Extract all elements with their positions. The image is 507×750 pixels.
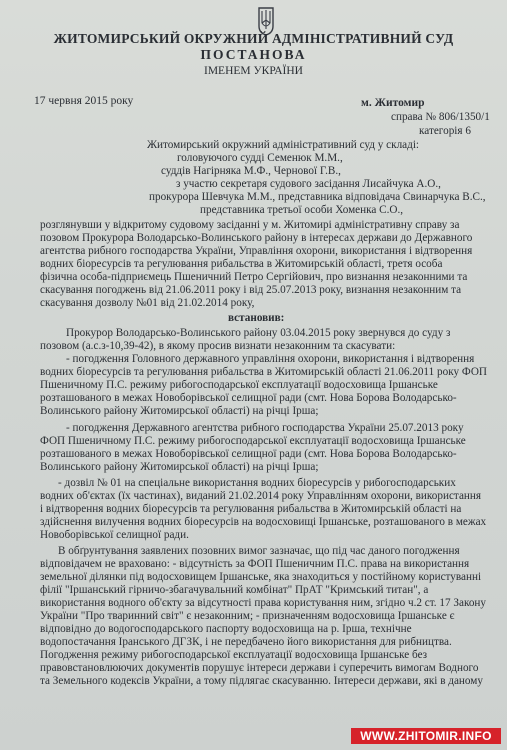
- text-line: України "Про тваринний світ" є незаконним; - призначенням водосховища Іршанське є: [40, 610, 455, 622]
- court-name: ЖИТОМИРСЬКИЙ ОКРУЖНИЙ АДМІНІСТРАТИВНИЙ СУД: [53, 31, 454, 46]
- text-line: В обґрунтування заявлених позовних вимог зазначає, що під час даного погодження: [58, 545, 460, 557]
- text-line: фізична особа-підприємець Пшеничний Петро Сергійович, про визнання незаконними та: [40, 271, 468, 283]
- text-line: - погодження Державного агентства рибного господарства України 25.07.2013 року: [66, 422, 464, 434]
- text-line: агентства рибного господарства України, Управління охорони, використання і відтворення: [40, 245, 473, 257]
- text-line: з участю секретаря судового засідання Лисайчука А.О.,: [176, 178, 441, 190]
- text-line: та Земельного кодексів України, а тому підлягає скасуванню. Інтереси держави, які в даному: [40, 675, 483, 687]
- text-line: суддів Нагірняка М.Ф., Чернової Г.В.,: [161, 165, 341, 177]
- text-line: розташованого в межах Новоборівської селищної ради (смт. Нова Борова Володарсько-: [40, 392, 457, 404]
- in-name-of-ukraine: ІМЕНЕМ УКРАЇНИ: [204, 65, 303, 77]
- decision-city: м. Житомир: [361, 97, 425, 109]
- text-line: Прокурор Володарсько-Волинського району 03.04.2015 року звернувся до суду з: [66, 327, 451, 339]
- text-line: - дозвіл № 01 на спеціальне використання водних біоресурсів у рибогосподарських: [58, 477, 456, 489]
- text-line: правовстановлюючих документів порушує інтереси держави і суперечить вимогам Водного: [40, 662, 479, 674]
- text-line: водних біоресурсів та регулювання рибальства в Житомирській області 21.06.2011 року ФОП: [40, 366, 487, 378]
- text-line: Погодження режиму рибогосподарської експлуатації водосховища Іршанське без: [40, 649, 428, 661]
- text-line: Волинського району Житомирської області) на річці Ірша;: [40, 461, 319, 473]
- text-line: позовом (а.с.з-10,39-42), в якому просив визнати незаконним та скасувати:: [40, 340, 396, 352]
- text-line: позовом Прокурора Володарсько-Волинського району в інтересах держави до Державного: [40, 232, 473, 244]
- text-line: ФОП Пшеничному П.С. режиму рибогосподарської експлуатації водосховища Іршанське: [40, 435, 466, 447]
- text-line: і відтворення водних біоресурсів та регулювання рибальства в Житомирській області на: [40, 503, 462, 515]
- text-line: використання водного об'єкту за відсутності права користування ним, згідно ч.2 ст. 17 Закону: [40, 597, 486, 609]
- text-line: водопостачання Іранського ДГЗК, і не передбачено його використання для рибництва.: [40, 636, 452, 648]
- text-line: відповідно до водогосподарського паспорту водосховища на р. Ірша, технічне: [40, 623, 412, 635]
- text-line: представника третьої особи Хоменка С.О.,: [200, 204, 404, 216]
- text-line: головуючого судді Семенюк М.М.,: [177, 152, 343, 164]
- text-line: Волинського району Житомирської області) на річці Ірша;: [40, 405, 319, 417]
- case-number: справа № 806/1350/1: [391, 111, 490, 123]
- text-line: скасування дозволу №01 від 21.02.2014 року,: [40, 297, 255, 309]
- document-type: ПОСТАНОВА: [200, 47, 307, 62]
- decision-date: 17 червня 2015 року: [34, 95, 134, 107]
- text-line: здійснення вилучення водних біоресурсів на водосховищі Іршанське, розташованого в межах: [40, 516, 487, 528]
- text-line: - погодження Головного державного управління охорони, використання і відтворення: [66, 353, 475, 365]
- text-line: прокурора Шевчука М.М., представника відповідача Свинарчука В.С.,: [149, 191, 486, 203]
- site-watermark: WWW.ZHITOMIR.INFO: [351, 728, 501, 744]
- text-line: філії "Іршанський гірничо-збагачувальний комбінат" ПрАТ "Кримський титан", а: [40, 584, 429, 596]
- text-line: Новоборівської селищної ради.: [40, 529, 189, 541]
- text-line: земельної ділянки під водосховищем Іршанське, яка знаходиться у постійному користуванні: [40, 571, 482, 583]
- text-line: розглянувши у відкритому судовому засіданні у м. Житомирі адміністративну справу за: [40, 219, 460, 231]
- text-line: розташованого в межах Новоборівської селищної ради (смт. Нова Борова Володарсько-: [40, 448, 457, 460]
- text-line: Житомирський окружний адміністративний суд у складі:: [147, 139, 420, 151]
- text-line: Пшеничному П.С. режиму рибогосподарської експлуатації водосховища Іршанське: [40, 379, 438, 391]
- text-line: скасування погоджень від 21.06.2011 року і від 25.07.2013 року, визнання незаконним та: [40, 284, 462, 296]
- text-line: відповідачем не враховано: - відсутність за ФОП Пшеничним П.С. права на використання: [40, 558, 470, 570]
- case-category: категорія 6: [419, 125, 471, 137]
- text-line: водних об'єктах (їх частинах), виданий 21.02.2014 року Управлінням охорони, використання: [40, 490, 482, 502]
- text-line: водних біоресурсів та регулювання рибальства в Житомирській області, третя особа: [40, 258, 443, 270]
- section-heading: встановив:: [228, 312, 285, 324]
